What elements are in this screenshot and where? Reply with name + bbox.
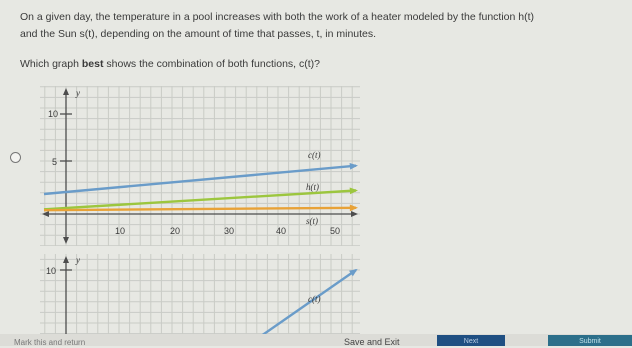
h-t-line: [44, 190, 356, 209]
prompt-bold-word: best: [81, 58, 104, 70]
y-axis-arrow-up: [63, 88, 69, 95]
save-and-exit-button[interactable]: Save and Exit: [344, 337, 400, 347]
x-axis-arrow-right: [351, 211, 358, 217]
question-text-line-1: On a given day, the temperature in a pool increases with both the work of a heater modeled by the function h(t): [20, 11, 535, 23]
label-s-t: s(t): [306, 216, 318, 226]
x-tick-label-50: 50: [330, 226, 341, 236]
question-text-line-2: and the Sun s(t), depending on the amount of time that passes, t, in minutes.: [20, 28, 377, 40]
x-tick-label-20: 20: [170, 226, 181, 236]
y-tick-label-5: 5: [52, 157, 58, 167]
answer-graph-2: [40, 254, 360, 334]
x-tick-label-30: 30: [224, 226, 235, 236]
footer-bar: [0, 334, 632, 346]
answer-option-radio-1[interactable]: [10, 152, 21, 163]
s-t-line: [44, 208, 356, 210]
submit-button[interactable]: Submit: [548, 335, 632, 346]
label-h-t: h(t): [306, 182, 319, 192]
c-t-arrowhead: [350, 163, 358, 170]
x-axis-arrow-left: [42, 211, 49, 217]
y-tick-label-10: 10: [48, 109, 59, 119]
x-tick-label-40: 40: [276, 226, 287, 236]
prompt-text-start: Which graph: [20, 58, 82, 70]
y-tick-label-10: 10: [46, 266, 57, 276]
y-axis-label: y: [76, 255, 80, 265]
y-axis-label: y: [76, 88, 80, 98]
answer-graph-1: [40, 86, 360, 246]
next-button[interactable]: Next: [437, 335, 505, 346]
label-c-t: c(t): [308, 294, 321, 304]
y-axis-arrow-down: [63, 237, 69, 244]
question-prompt: [20, 58, 320, 70]
prompt-text-end: shows the combination of both functions, c(t)?: [103, 58, 321, 70]
mark-and-return-link[interactable]: Mark this and return: [14, 338, 86, 347]
x-tick-label-10: 10: [115, 226, 126, 236]
s-t-arrowhead: [350, 205, 358, 212]
label-c-t: c(t): [308, 150, 321, 160]
